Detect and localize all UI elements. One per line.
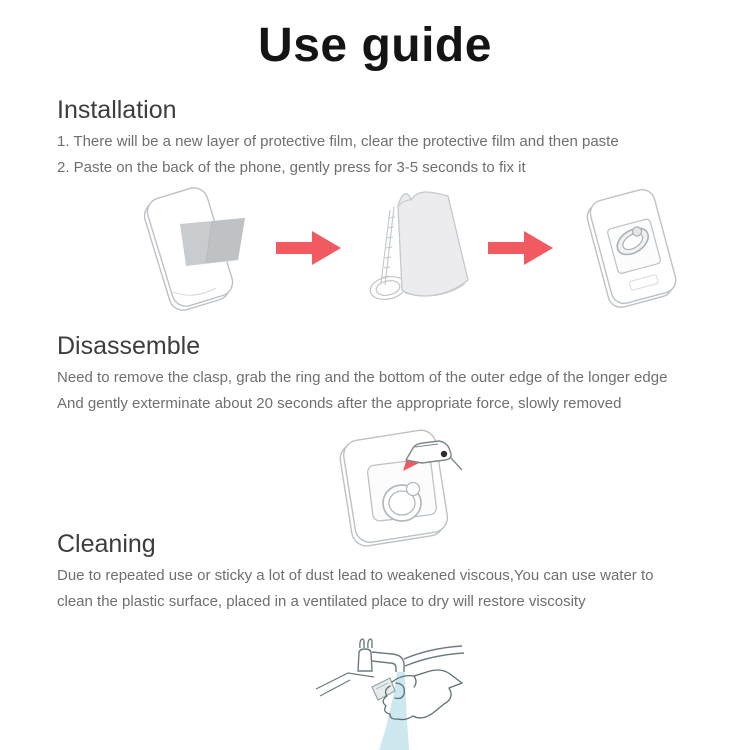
disassemble-line-1: Need to remove the clasp, grab the ring and the bottom of the outer edge of the longer edge	[57, 369, 668, 386]
disassemble-line-2: And gently exterminate about 20 seconds after the appropriate force, slowly removed	[57, 395, 622, 412]
peel-film-illustration	[358, 184, 472, 312]
disassemble-heading: Disassemble	[57, 332, 201, 360]
phone-with-film-illustration	[128, 184, 260, 312]
phone-with-ring-illustration	[570, 187, 700, 309]
installation-step-1: 1. There will be a new layer of protective film, clear the protective film and then paste	[57, 133, 619, 150]
red-arrow-right-icon	[488, 230, 554, 266]
cleaning-line-1: Due to repeated use or sticky a lot of dust lead to weakened viscous,You can use water to	[57, 567, 654, 584]
installation-illustration-row	[57, 183, 730, 313]
installation-step-2: 2. Paste on the back of the phone, gently press for 3-5 seconds to fix it	[57, 159, 526, 176]
cleaning-line-2: clean the plastic surface, placed in a ventilated place to dry will restore viscosity	[57, 593, 586, 610]
pry-tool-ring-illustration	[318, 429, 483, 551]
counter-edge	[316, 673, 374, 696]
cleaning-heading: Cleaning	[57, 530, 156, 558]
ring-holder-plate	[372, 678, 395, 700]
section-disassemble	[0, 331, 750, 551]
section-cleaning	[0, 529, 750, 750]
page-title: Use guide	[258, 19, 492, 72]
faucet	[358, 639, 464, 672]
red-arrow-right-icon	[276, 230, 342, 266]
installation-heading: Installation	[57, 96, 177, 124]
section-installation	[0, 95, 750, 313]
rinse-under-faucet-illustration	[314, 625, 474, 750]
cleaning-illustration-wrap	[57, 625, 730, 750]
